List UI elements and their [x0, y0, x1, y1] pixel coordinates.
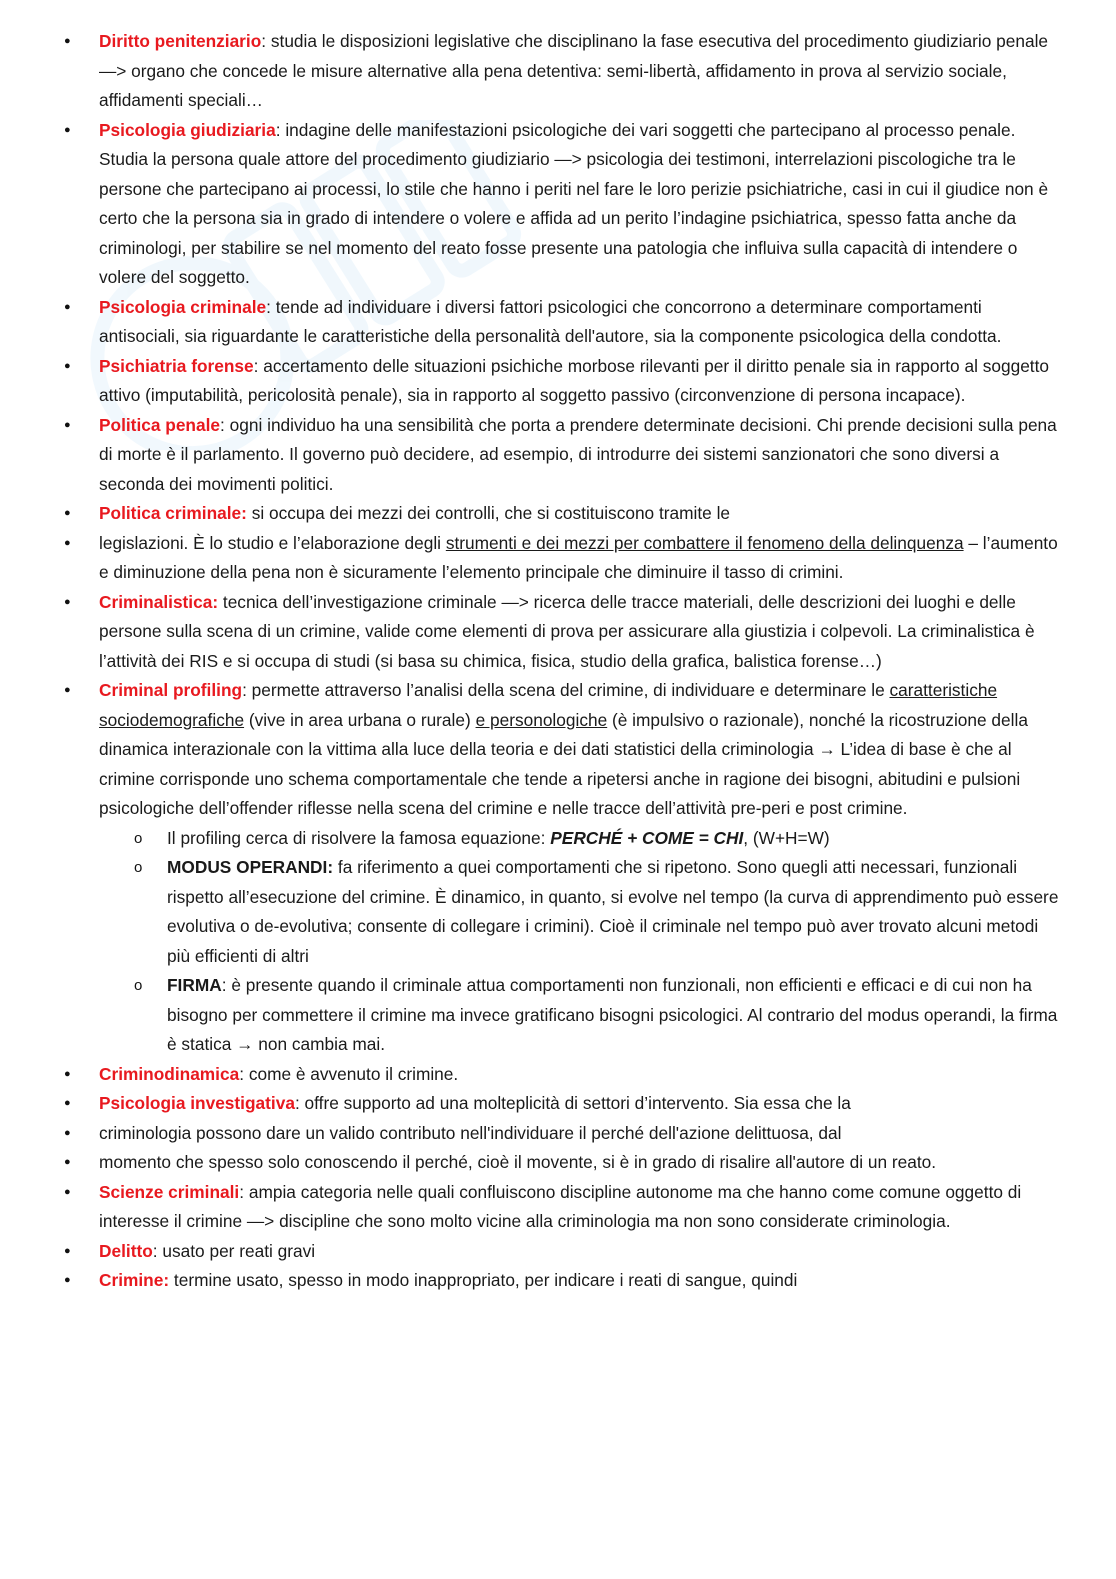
definition-text: momento che spesso solo conoscendo il perché, cioè il movente, si è in grado di risalire all'autore di un reato.	[99, 1152, 937, 1172]
list-item: ● Psicologia investigativa: offre supporto ad una molteplicità di settori d’intervento. Sia essa che la	[0, 1089, 1116, 1119]
term-label: Delitto	[99, 1240, 153, 1261]
definition-text: (è impulsivo o razionale), nonché la ricostruzione della dinamica interazionale con la vittima alla luce della teoria e dei dati statistici della criminologia → L’idea di base è che al crimine corrisponde uno schema comportamentale che tende a ripetersi anche in ragione dei bisogni, abitudini e pulsioni psicologiche dell’offender riflesse nella scena del crimine e nelle tracce dell’attività pre-peri e post crimine.	[99, 709, 1028, 818]
definition-text: legislazioni. È lo studio e l’elaborazione degli	[99, 532, 446, 553]
list-item	[0, 588, 1116, 677]
definition-text: si occupa dei mezzi dei controlli, che si costituiscono tramite le	[246, 503, 731, 523]
term-label: Crimine:	[99, 1270, 170, 1290]
sub-list-item: o MODUS OPERANDI: fa riferimento a quei comportamenti che si ripetono. Sono quegli atti necessari, funzionali rispetto all’esecuzione del crimine. È dinamico, in quanto, si evolve nel tempo (la curva di apprendimento può essere evolutiva o de-evolutiva; consente di collegare i crimini). Cioè il criminale nel tempo può aver trovato alcuni metodi più efficienti di altri	[99, 853, 1064, 971]
equation-text: PERCHÉ + COME = CHI	[550, 827, 744, 848]
list-item	[0, 499, 1116, 529]
list-item: ● Scienze criminali: ampia categoria nelle quali confluiscono discipline autonome ma che hanno come comune oggetto di interesse il crimine —> discipline che sono molto vicine alla criminologia ma non sono considerate criminologia.	[0, 1178, 1116, 1237]
definition-text: ogni individuo ha una sensibilità che porta a prendere determinate decisioni. Chi prende decisioni sulla pena di morte è il parlamento. Il governo può decidere, ad esempio, di introdurre dei sistemi sanzionatori che sono diversi a seconda dei movimenti politici.	[99, 414, 1057, 494]
term-label: Psichiatria forense	[99, 355, 254, 376]
definition-text: accertamento delle situazioni psichiche morbose rilevanti per il diritto penale sia in rapporto al soggetto attivo (imputabilità, pericolosità penale), sia in rapporto al soggetto passivo (circonvenzione di persona incapace).	[99, 355, 1050, 405]
term-label: Criminodinamica	[99, 1063, 240, 1084]
list-item: ● Diritto penitenziario: studia le disposizioni legislative che disciplinano la fase esecutiva del procedimento giudiziario penale —> organo che concede le misure alternative alla pena detentiva: semi-libertà, affidamento in prova al servizio sociale, affidamenti speciali…	[0, 27, 1116, 116]
definition-text: offre supporto ad una molteplicità di settori d’intervento. Sia essa che la	[299, 1093, 851, 1113]
list-item	[0, 1148, 1116, 1178]
term-label: Politica penale	[99, 414, 221, 435]
definition-text: indagine delle manifestazioni psicologiche dei vari soggetti che partecipano al processo penale. Studia la persona quale attore del procedimento giudiziario —> psicologia dei testimoni, interrelazioni piscologiche tra le persone che partecipano ai processi, lo stile che hanno i periti nel fare le loro perizie psichiatriche, casi in cui il giudice non è certo che la persona sia in grado di intendere o volere e affida ad un perito l’indagine psichiatrica, spesso fatta anche da criminologi, per stabilire se nel momento del reato fosse presente una patologia che influiva sulla capacità di intendere o volere del soggetto.	[99, 119, 1049, 287]
list-item: ● Psichiatria forense: accertamento delle situazioni psichiche morbose rilevanti per il diritto penale sia in rapporto al soggetto attivo (imputabilità, pericolosità penale), sia in rapporto al soggetto passivo (circonvenzione di persona incapace).	[0, 352, 1116, 411]
definition-text: – l’aumento e diminuzione della pena non è sicuramente l’elemento principale che diminuire il tasso di crimini.	[99, 532, 1058, 582]
list-item: ● Politica penale: ogni individuo ha una sensibilità che porta a prendere determinate decisioni. Chi prende decisioni sulla pena di morte è il parlamento. Il governo può decidere, ad esempio, di introdurre dei sistemi sanzionatori che sono diversi a seconda dei movimenti politici.	[0, 411, 1116, 500]
sub-list-item: o Il profiling cerca di risolvere la famosa equazione: PERCHÉ + COME = CHI, (W+H=W)	[99, 824, 1064, 854]
definition-text: ampia categoria nelle quali confluiscono discipline autonome ma che hanno come comune oggetto di interesse il crimine —> discipline che sono molto vicine alla criminologia ma non sono considerate criminologia.	[99, 1181, 1022, 1231]
term-label: Psicologia giudiziaria	[99, 119, 276, 140]
term-label: Psicologia investigativa	[99, 1093, 295, 1113]
term-label: Politica criminale:	[99, 503, 247, 523]
definition-text: tende ad individuare i diversi fattori psicologici che concorrono a determinare comportamenti antisociali, sia riguardante le caratteristiche della personalità dell'autore, sia la componente psicologica della condotta.	[99, 296, 1002, 346]
list-item: ● Criminodinamica: come è avvenuto il crimine.	[0, 1060, 1116, 1090]
list-item: ● Delitto: usato per reati gravi	[0, 1237, 1116, 1267]
list-item	[0, 529, 1116, 588]
list-item	[0, 1119, 1116, 1149]
profiling-sublist	[99, 824, 1064, 1060]
sub-term-label: MODUS OPERANDI:	[167, 857, 334, 877]
definition-text: criminologia possono dare un valido contributo nell'individuare il perché dell'azione delittuosa, dal	[99, 1122, 842, 1143]
underlined-text: strumenti e dei mezzi per combattere il fenomeno della delinquenza	[445, 532, 964, 553]
definition-text: studia le disposizioni legislative che disciplinano la fase esecutiva del procedimento giudiziario penale —> organo che concede le misure alternative alla pena detentiva: semi-libertà, affidamento in prova al servizio sociale, affidamenti speciali…	[99, 31, 1049, 110]
definitions-list	[0, 27, 1116, 1296]
underlined-text: caratteristiche sociodemografiche	[99, 680, 998, 730]
definition-text: termine usato, spesso in modo inappropriato, per indicare i reati di sangue, quindi	[169, 1270, 798, 1290]
list-item: ● Criminal profiling: permette attraverso l’analisi della scena del crimine, di individuare e determinare le caratteristiche sociodemografiche (vive in area urbana o rurale) e personologiche (è impulsivo o razionale), nonché la ricostruzione della dinamica interazionale con la vittima alla luce della teoria e dei dati statistici della criminologia → L’idea di base è che al crimine corrisponde uno schema comportamentale che tende a ripetersi anche in ragione dei bisogni, abitudini e pulsioni psicologiche dell’offender riflesse nella scena del crimine e nelle tracce dell’attività pre-peri e post crimine. o Il profiling cerca di risolvere la famosa equazione: PERCHÉ + COME = CHI, (W+H=W) o MODUS OPERANDI: fa riferimento a quei comportamenti che si ripetono. Sono quegli atti necessari, funzionali rispetto all’esecuzione del crimine. È dinamico, in quanto, si evolve nel tempo (la curva di apprendimento può essere evolutiva o de-evolutiva; consente di collegare i crimini). Cioè il criminale nel tempo può aver trovato alcuni metodi più efficienti di altri o FIRMA: è presente quando il criminale attua comportamenti non funzionali, non efficienti e efficaci e di cui non ha bisogno per commettere il crimine ma invece gratificano bisogni psicologici. Al contrario del modus operandi, la firma è statica → non cambia mai.	[0, 676, 1116, 1060]
term-label: Criminal profiling	[99, 680, 243, 700]
term-label: Psicologia criminale	[99, 296, 267, 317]
definition-text: usato per reati gravi	[157, 1240, 316, 1261]
definition-text: come è avvenuto il crimine.	[244, 1063, 459, 1084]
definition-text: tecnica dell’investigazione criminale —> ricerca delle tracce materiali, delle descrizioni dei luoghi e delle persone sulla scena di un crimine, valide come elementi di prova per assicurare alla giustizia i colpevoli. La criminalistica è l’attività dei RIS e si occupa di studi (si basa su chimica, fisica, studio della grafica, balistica forense…)	[99, 591, 1035, 671]
term-label: Scienze criminali	[99, 1181, 240, 1202]
list-item	[0, 1266, 1116, 1296]
term-label: Diritto penitenziario	[99, 31, 262, 51]
definition-text: permette attraverso l’analisi della scena del crimine, di individuare e determinare le	[246, 680, 890, 700]
definition-text: (vive in area urbana o rurale)	[244, 709, 476, 730]
list-item: ● Psicologia criminale: tende ad individuare i diversi fattori psicologici che concorrono a determinare comportamenti antisociali, sia riguardante le caratteristiche della personalità dell'autore, sia la componente psicologica della condotta.	[0, 293, 1116, 352]
sub-list-item: o FIRMA: è presente quando il criminale attua comportamenti non funzionali, non efficienti e efficaci e di cui non ha bisogno per commettere il crimine ma invece gratificano bisogni psicologici. Al contrario del modus operandi, la firma è statica → non cambia mai.	[99, 971, 1064, 1060]
sub-term-label: FIRMA	[167, 975, 222, 995]
list-item: ● Psicologia giudiziaria: indagine delle manifestazioni psicologiche dei vari soggetti che partecipano al processo penale. Studia la persona quale attore del procedimento giudiziario —> psicologia dei testimoni, interrelazioni piscologiche tra le persone che partecipano ai processi, lo stile che hanno i periti nel fare le loro perizie psichiatriche, casi in cui il giudice non è certo che la persona sia in grado di intendere o volere e affida ad un perito l’indagine psichiatrica, spesso fatta anche da criminologi, per stabilire se nel momento del reato fosse presente una patologia che influiva sulla capacità di intendere o volere del soggetto.	[0, 116, 1116, 293]
underlined-text: e personologiche	[475, 709, 608, 730]
document-page	[0, 27, 1116, 1296]
term-label: Criminalistica:	[99, 591, 219, 612]
